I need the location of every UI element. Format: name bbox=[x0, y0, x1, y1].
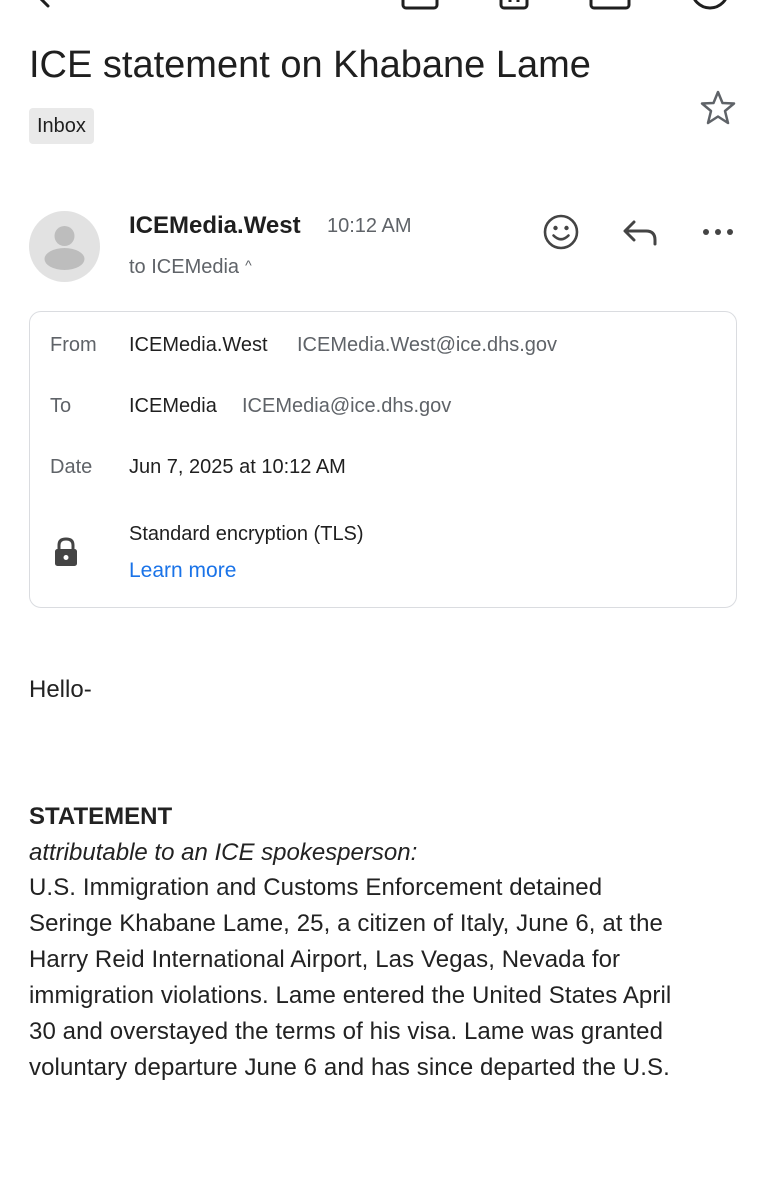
more-options-icon[interactable] bbox=[696, 210, 740, 254]
body-line: voluntary departure June 6 and has since departed the U.S. bbox=[29, 1054, 670, 1081]
statement-body bbox=[29, 870, 741, 1086]
recipient-summary-text: to ICEMedia bbox=[129, 256, 240, 278]
body-line: U.S. Immigration and Customs Enforcement detained bbox=[29, 874, 603, 901]
date-label: Date bbox=[50, 456, 93, 478]
from-label: From bbox=[50, 334, 97, 356]
greeting: Hello- bbox=[29, 676, 92, 703]
chevron-up-icon: ^ bbox=[245, 257, 252, 273]
sender-name[interactable]: ICEMedia.West bbox=[129, 212, 301, 239]
date-value: Jun 7, 2025 at 10:12 AM bbox=[129, 456, 346, 478]
email-subject: ICE statement on Khabane Lame bbox=[29, 44, 591, 86]
reply-icon[interactable] bbox=[618, 210, 662, 254]
back-arrow-icon[interactable] bbox=[30, 0, 60, 10]
person-icon bbox=[29, 211, 100, 282]
to-name[interactable]: ICEMedia bbox=[129, 395, 217, 417]
recipient-summary[interactable] bbox=[129, 256, 252, 279]
to-email[interactable]: ICEMedia@ice.dhs.gov bbox=[242, 395, 452, 417]
inbox-label-chip[interactable]: Inbox bbox=[29, 108, 94, 144]
body-line: Seringe Khabane Lame, 25, a citizen of Italy, June 6, at the bbox=[29, 910, 663, 937]
to-label: To bbox=[50, 395, 72, 417]
star-icon[interactable] bbox=[698, 88, 738, 128]
delete-icon[interactable] bbox=[497, 0, 531, 12]
more-circle-icon[interactable] bbox=[688, 0, 732, 12]
email-time: 10:12 AM bbox=[327, 215, 412, 237]
from-name[interactable]: ICEMedia.West bbox=[129, 334, 268, 356]
message-details-card bbox=[29, 311, 737, 608]
body-line: immigration violations. Lame entered the United States April bbox=[29, 982, 672, 1009]
body-line: Harry Reid International Airport, Las Vegas, Nevada for bbox=[29, 946, 621, 973]
lock-icon bbox=[52, 536, 80, 568]
emoji-reaction-icon[interactable] bbox=[539, 210, 583, 254]
sender-avatar[interactable] bbox=[29, 211, 100, 282]
attribution: attributable to an ICE spokesperson: bbox=[29, 839, 418, 866]
statement-heading: STATEMENT bbox=[29, 803, 173, 830]
mail-icon[interactable] bbox=[588, 0, 632, 12]
learn-more-link[interactable]: Learn more bbox=[129, 559, 237, 582]
encryption-status: Standard encryption (TLS) bbox=[129, 523, 364, 545]
archive-icon[interactable] bbox=[400, 0, 440, 12]
top-toolbar bbox=[0, 0, 768, 12]
body-line: 30 and overstayed the terms of his visa. Lame was granted bbox=[29, 1018, 664, 1045]
from-email[interactable]: ICEMedia.West@ice.dhs.gov bbox=[297, 334, 558, 356]
